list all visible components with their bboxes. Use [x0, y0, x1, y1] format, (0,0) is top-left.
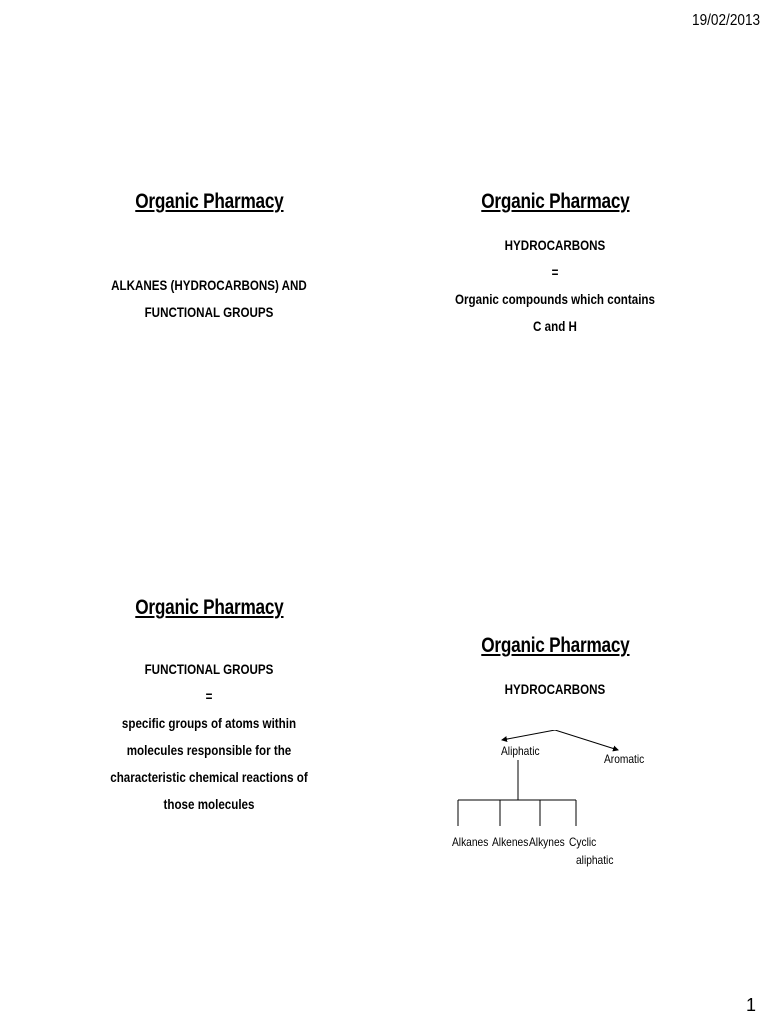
arrow-to-aliphatic: [502, 730, 555, 740]
slide-title: Organic Pharmacy: [480, 190, 630, 213]
body-line: C and H: [533, 319, 577, 334]
slide-body: [67, 656, 351, 818]
body-line: =: [205, 689, 213, 704]
body-line: characteristic chemical reactions of: [110, 770, 308, 785]
node-cyclic: Cyclic: [569, 835, 597, 849]
arrow-to-aromatic: [555, 730, 618, 750]
slide-date: 19/02/2013: [691, 12, 760, 29]
node-aliphatic: Aliphatic: [501, 744, 540, 758]
body-heading: HYDROCARBONS: [504, 682, 606, 697]
slide-title: Organic Pharmacy: [480, 634, 630, 657]
body-line: ALKANES (HYDROCARBONS) AND: [111, 278, 307, 293]
body-line: FUNCTIONAL GROUPS: [144, 305, 274, 320]
body-line: FUNCTIONAL GROUPS: [144, 662, 274, 677]
slide-1: [44, 190, 374, 326]
slide-title: Organic Pharmacy: [134, 596, 284, 619]
body-line: specific groups of atoms within: [121, 716, 297, 731]
slide-3: [44, 596, 374, 818]
body-line: molecules responsible for the: [126, 743, 292, 758]
body-line: those molecules: [163, 797, 255, 812]
body-line: HYDROCARBONS: [504, 238, 606, 253]
node-cyclic-aliphatic: aliphatic: [576, 853, 614, 867]
slide-4: [390, 634, 720, 703]
slide-title: Organic Pharmacy: [134, 190, 284, 213]
node-alkenes: Alkenes: [492, 835, 529, 849]
body-line: =: [551, 265, 559, 280]
node-alkanes: Alkanes: [452, 835, 489, 849]
slide-body: [413, 232, 697, 340]
page-number: 1: [745, 995, 756, 1015]
body-line: Organic compounds which contains: [455, 292, 655, 307]
node-aromatic: Aromatic: [604, 752, 645, 766]
hydrocarbon-tree-diagram: [440, 730, 660, 880]
slide-body: [67, 272, 351, 326]
slide-2: [390, 190, 720, 340]
node-alkynes: Alkynes: [529, 835, 565, 849]
slide-body: [413, 676, 697, 703]
